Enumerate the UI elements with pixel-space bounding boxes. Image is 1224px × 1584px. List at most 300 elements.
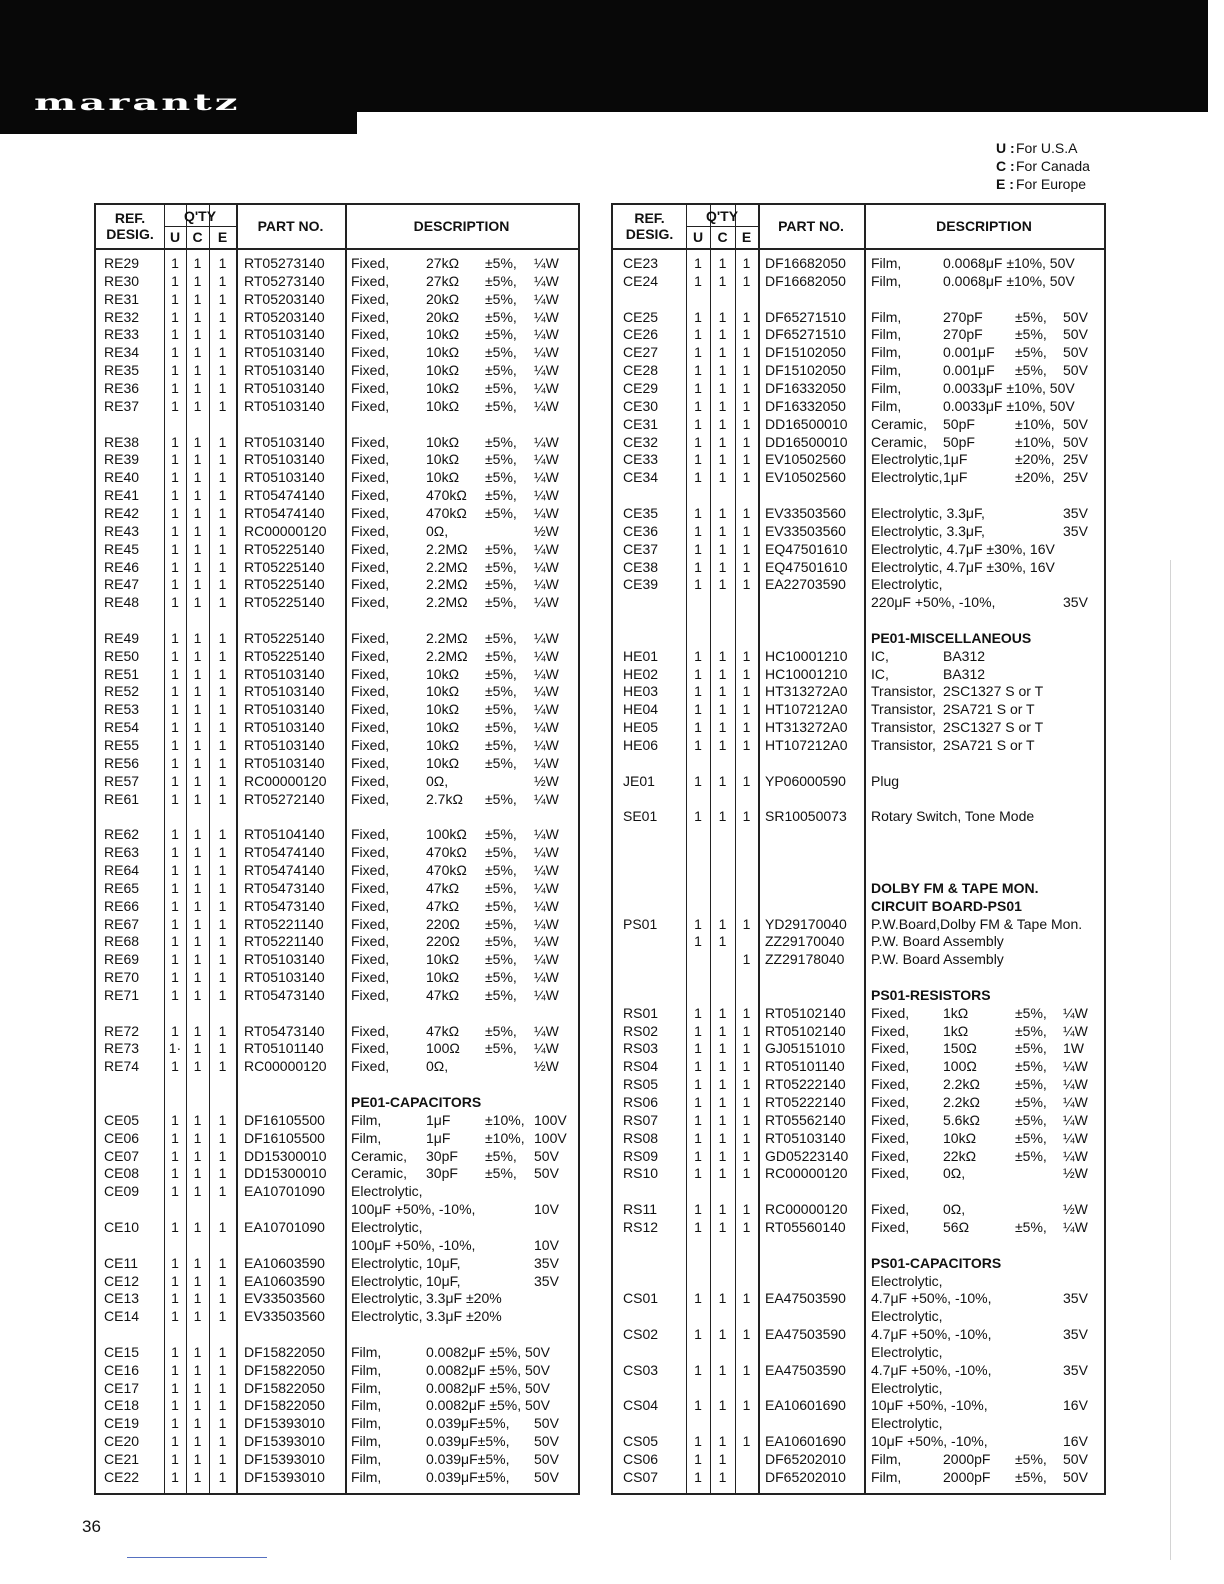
qty-c: 1 [718, 522, 727, 539]
desc-value: 22kΩ [943, 1147, 977, 1164]
qty-u: 1 [171, 933, 179, 950]
qty-e: 1 [742, 1022, 751, 1039]
desc-value: 1μF [426, 1129, 451, 1146]
ref-desig: CE33 [623, 451, 659, 468]
qty-u: 1 [171, 1379, 179, 1396]
part-no: RT05473140 [244, 1022, 325, 1039]
qty-e: 1 [742, 558, 751, 575]
part-no: RT05225140 [244, 558, 325, 575]
qty-c: 1 [718, 1004, 727, 1021]
desc-rating: 50V [534, 1468, 559, 1485]
qty-e: 1 [742, 362, 751, 379]
table-row [96, 308, 578, 326]
desc-rating: 50V [1063, 362, 1088, 379]
part-no: YP06000590 [765, 772, 846, 789]
desc-rating: ¼W [534, 719, 559, 736]
qty-e: 1 [218, 1111, 227, 1128]
ref-desig: RS12 [623, 1218, 659, 1235]
qty-u: 1 [171, 647, 179, 664]
qty-e: 1 [218, 1022, 227, 1039]
desc-tolerance: ±5%, [485, 397, 517, 414]
qty-e: 1 [218, 737, 227, 753]
col-header-description: DESCRIPTION [936, 218, 1032, 234]
desc-value: 27kΩ [426, 272, 460, 289]
desc-value: 10kΩ [426, 397, 460, 414]
table-row [613, 1164, 1104, 1182]
qty-e: 1 [218, 522, 227, 539]
col-header-ref: REF. DESIG. [625, 210, 674, 242]
qty-c: 1 [193, 933, 202, 950]
desc-rating: ¼W [534, 683, 559, 700]
ref-desig: CE35 [623, 504, 659, 521]
table-row [96, 718, 578, 736]
desc-rating: ¼W [534, 737, 559, 753]
qty-u: 1 [694, 504, 702, 521]
table-row [613, 736, 1104, 754]
desc-rating: 25V [1063, 451, 1088, 468]
qty-u: 1· [168, 1040, 182, 1057]
qty-u: 1 [171, 344, 179, 361]
part-no: DF15822050 [244, 1343, 325, 1360]
qty-u: 1 [171, 1272, 179, 1289]
part-no: ZZ29178040 [765, 951, 845, 968]
ref-desig: RE37 [104, 397, 140, 414]
qty-c: 1 [193, 951, 202, 968]
table-row [613, 647, 1104, 665]
ref-desig: CE21 [104, 1451, 140, 1467]
table-row [613, 575, 1104, 593]
table-row [613, 772, 1104, 790]
footer-rule [127, 1557, 267, 1558]
desc-rating: 50V [1063, 308, 1088, 325]
qty-c: 1 [718, 665, 727, 682]
desc-type: Fixed, [351, 701, 390, 718]
part-no: DF65202010 [765, 1451, 846, 1467]
desc-value: 2.2MΩ [426, 647, 468, 664]
desc-type: Fixed, [351, 933, 390, 950]
desc-type: Film, [871, 380, 902, 396]
table-row [613, 450, 1104, 468]
qty-u: 1 [694, 1165, 702, 1182]
ref-desig: CE07 [104, 1147, 140, 1164]
part-no: RT05103140 [244, 344, 325, 361]
qty-e: 1 [218, 1308, 227, 1325]
qty-c: 1 [193, 558, 202, 575]
qty-e: 1 [742, 1165, 751, 1182]
part-no: DF65202010 [765, 1468, 846, 1485]
ref-desig: RS03 [623, 1040, 659, 1057]
col-header-c: C [717, 229, 728, 245]
table-row [613, 1414, 1104, 1432]
desc-type: Film, [351, 1361, 382, 1378]
table-row [613, 1379, 1104, 1397]
ref-desig: RE51 [104, 665, 140, 682]
qty-c: 1 [193, 504, 202, 521]
qty-u: 1 [694, 915, 702, 932]
qty-e: 1 [218, 1397, 227, 1414]
part-no: RC00000120 [244, 772, 327, 789]
desc-type: Film, [351, 1415, 382, 1432]
qty-c: 1 [718, 1201, 727, 1218]
part-no: RT05225140 [244, 576, 325, 593]
desc-rating: 50V [1063, 326, 1088, 343]
table-row [96, 450, 578, 468]
part-no: RT05225140 [244, 594, 325, 611]
qty-e: 1 [742, 1361, 751, 1378]
qty-e: 1 [218, 362, 227, 379]
table-row [613, 343, 1104, 361]
part-no: RT05474140 [244, 504, 325, 521]
desc-tolerance: ±5%, [485, 861, 517, 878]
part-no: RT05103140 [244, 737, 325, 753]
table-row [613, 1075, 1104, 1093]
table-row [613, 540, 1104, 558]
ref-desig: CE25 [623, 308, 659, 325]
ref-desig: JE01 [623, 772, 655, 789]
ref-desig: CE24 [623, 272, 659, 289]
col-header-c: C [192, 229, 203, 245]
part-no: EV33503560 [244, 1290, 325, 1307]
desc-type: Fixed, [351, 344, 390, 361]
desc-tolerance: ±5%, [485, 1022, 517, 1039]
desc-type: Fixed, [351, 719, 390, 736]
qty-u: 1 [694, 933, 702, 950]
table-row [613, 1004, 1104, 1022]
desc-type: P.W.Board,Dolby FM & Tape Mon. [871, 915, 1083, 932]
table-row [613, 1396, 1104, 1414]
desc-tolerance: ±5%, [485, 754, 517, 771]
desc-rating: ½W [534, 1058, 559, 1075]
part-no: DF16105500 [244, 1129, 325, 1146]
desc-type: Fixed, [871, 1076, 910, 1093]
desc-tolerance: ±5%, [485, 879, 517, 896]
desc-rating: ¼W [534, 826, 559, 843]
ref-desig: HE06 [623, 737, 659, 753]
qty-u: 1 [171, 576, 179, 593]
ref-desig: CE11 [104, 1254, 138, 1271]
qty-e: 1 [218, 576, 227, 593]
qty-u: 1 [694, 558, 702, 575]
ref-desig: SE01 [623, 808, 658, 825]
qty-c: 1 [193, 1147, 202, 1164]
desc-rating: 35V [1063, 522, 1088, 539]
part-no: GJ05151010 [765, 1040, 846, 1057]
ref-desig: RE54 [104, 719, 140, 736]
desc-tolerance: ±5%, [485, 558, 517, 575]
table-row [96, 343, 578, 361]
part-no: RT05474140 [244, 861, 325, 878]
table-row [96, 1218, 578, 1236]
desc-rating: ¼W [534, 504, 559, 521]
part-no: RT05102140 [765, 1022, 846, 1039]
desc-tolerance: ±5%, [485, 362, 517, 379]
qty-c: 1 [193, 772, 202, 789]
section-heading [613, 897, 1104, 915]
section-heading [96, 1093, 578, 1111]
desc-value: 2SC1327 S or T [943, 683, 1044, 700]
part-no: DF15393010 [244, 1415, 325, 1432]
qty-c: 1 [718, 326, 727, 343]
part-no: RC00000120 [244, 1058, 327, 1075]
col-header-part-no: PART NO. [778, 218, 844, 234]
desc-value: 0.0068μF ±10%, 50V [943, 272, 1075, 289]
table-row [613, 1289, 1104, 1307]
qty-c: 1 [193, 986, 202, 1003]
qty-e: 1 [218, 897, 227, 914]
qty-u: 1 [171, 1218, 179, 1235]
part-no: RT05221140 [244, 933, 324, 950]
table-row [96, 825, 578, 843]
qty-c: 1 [193, 576, 202, 593]
qty-c: 1 [718, 1218, 727, 1235]
desc-rating: 10V [534, 1201, 559, 1218]
part-no: RT05473140 [244, 897, 325, 914]
qty-c: 1 [193, 1343, 202, 1360]
qty-e: 1 [742, 522, 751, 539]
table-row [96, 1432, 578, 1450]
desc-type: Electrolytic, [351, 1254, 423, 1271]
qty-c: 1 [193, 433, 202, 450]
qty-e: 1 [218, 290, 227, 307]
table-row [613, 558, 1104, 576]
ref-desig: RS06 [623, 1094, 659, 1110]
qty-u: 1 [171, 879, 179, 896]
qty-c: 1 [718, 1058, 727, 1075]
qty-u: 1 [171, 255, 179, 271]
qty-e: 1 [218, 255, 227, 271]
ref-desig: RE34 [104, 344, 140, 361]
ref-desig: CE37 [623, 540, 659, 557]
qty-e: 1 [742, 1058, 751, 1075]
qty-c: 1 [193, 915, 202, 932]
desc-tolerance: ±20%, [1015, 469, 1055, 486]
qty-c: 1 [718, 1076, 727, 1093]
qty-e: 1 [742, 255, 751, 271]
qty-e: 1 [218, 1451, 227, 1467]
qty-e: 1 [742, 433, 751, 450]
table-row [96, 290, 578, 308]
desc-tolerance: ±5%, [485, 469, 517, 486]
desc-value: 10kΩ [426, 326, 460, 343]
col-header-description: DESCRIPTION [413, 218, 510, 234]
desc-value: 2.2MΩ [426, 594, 468, 611]
qty-e: 1 [742, 647, 751, 664]
desc-type: Electrolytic, [351, 1218, 423, 1235]
qty-u: 1 [171, 290, 179, 307]
qty-c: 1 [193, 879, 202, 896]
qty-u: 1 [171, 522, 179, 539]
ref-desig: RE74 [104, 1058, 140, 1075]
desc-type: Fixed, [351, 362, 390, 379]
table-row [96, 1450, 578, 1468]
desc-type: Fixed, [351, 558, 390, 575]
desc-value: 10μF, [426, 1272, 461, 1289]
qty-u: 1 [171, 683, 179, 700]
qty-e: 1 [742, 1040, 751, 1057]
desc-type: Film, [871, 326, 902, 343]
desc-value: 2.2MΩ [426, 540, 468, 557]
qty-u: 1 [171, 665, 179, 682]
qty-c: 1 [193, 1397, 202, 1414]
desc-value: 470kΩ [426, 487, 467, 504]
table-row [613, 1432, 1104, 1450]
part-no: DF15393010 [244, 1468, 325, 1485]
col-header-e: E [217, 229, 228, 245]
qty-c: 1 [193, 1415, 202, 1432]
part-no: DF16105500 [244, 1111, 325, 1128]
ref-desig: RE40 [104, 469, 140, 486]
qty-u: 1 [694, 808, 702, 825]
qty-c: 1 [193, 861, 202, 878]
table-row [96, 915, 578, 933]
table-row [96, 754, 578, 772]
part-no: RT05225140 [244, 540, 325, 557]
qty-c: 1 [193, 969, 202, 985]
desc-value: 0.0033μF ±10%, 50V [943, 397, 1075, 414]
desc-rating: ½W [534, 772, 559, 789]
qty-e: 1 [742, 380, 751, 396]
ref-desig: CS04 [623, 1397, 659, 1414]
part-no: RT05103140 [244, 451, 325, 468]
desc-tolerance: ±5%, [485, 487, 517, 504]
desc-type: Transistor, [871, 719, 936, 736]
qty-c: 1 [718, 1433, 727, 1450]
desc-value: 10kΩ [426, 362, 460, 379]
table-row [613, 1361, 1104, 1379]
desc-type: Fixed, [351, 915, 390, 932]
qty-u: 1 [171, 1433, 179, 1450]
part-no: EA22703590 [765, 576, 846, 593]
desc-type: Film, [871, 397, 902, 414]
desc-type: Fixed, [871, 1111, 910, 1128]
qty-u: 1 [694, 1111, 702, 1128]
qty-c: 1 [718, 344, 727, 361]
table-row [96, 1307, 578, 1325]
ref-desig: CE18 [104, 1397, 140, 1414]
part-no: RT05474140 [244, 844, 325, 861]
desc-tolerance: ±10%, [1015, 433, 1055, 450]
desc-type: Fixed, [351, 969, 390, 985]
desc-rating: ¼W [534, 308, 559, 325]
desc-value: 470kΩ [426, 844, 467, 861]
desc-rating: ¼W [1063, 1076, 1088, 1093]
desc-tolerance: ±5%, [485, 665, 517, 682]
desc-rating: ¼W [1063, 1111, 1088, 1128]
desc-rating: 35V [1063, 1361, 1088, 1378]
part-no: YD29170040 [765, 915, 847, 932]
ref-desig: RE71 [104, 986, 140, 1003]
qty-e: 1 [218, 754, 227, 771]
ref-desig: RE49 [104, 629, 140, 646]
qty-e: 1 [218, 1290, 227, 1307]
desc-value: 0.0082μF ±5%, 50V [426, 1361, 550, 1378]
qty-e: 1 [218, 826, 227, 843]
desc-rating: 100V [534, 1129, 567, 1146]
qty-u: 1 [694, 451, 702, 468]
section-title: CIRCUIT BOARD-PS01 [871, 897, 1022, 914]
part-no: RT05474140 [244, 487, 325, 504]
qty-u: 1 [694, 1022, 702, 1039]
desc-type: Fixed, [351, 576, 390, 593]
desc-value: 47kΩ [426, 897, 460, 914]
ref-desig: RE41 [104, 487, 140, 504]
qty-e: 1 [218, 1272, 227, 1289]
part-no: DF15393010 [244, 1433, 325, 1450]
part-no: RT05103140 [244, 326, 325, 343]
desc-type: Electrolytic, 4.7μF ±30%, 16V [871, 558, 1055, 575]
table-row [96, 736, 578, 754]
desc-value: 56Ω [943, 1218, 970, 1235]
table-row [96, 1039, 578, 1057]
qty-c: 1 [193, 344, 202, 361]
ref-desig: RE30 [104, 272, 140, 289]
qty-e: 1 [218, 647, 227, 664]
qty-c: 1 [193, 665, 202, 682]
part-no: EA10603590 [244, 1272, 325, 1289]
desc-tolerance: ±5%, [485, 647, 517, 664]
part-no: EA10701090 [244, 1218, 325, 1235]
qty-c: 1 [718, 415, 727, 432]
desc-type: Fixed, [351, 683, 390, 700]
qty-c: 1 [193, 1308, 202, 1325]
desc-value: 0Ω, [426, 1058, 449, 1075]
qty-e: 1 [742, 1094, 751, 1110]
table-row [96, 379, 578, 397]
desc-rating: ¼W [1063, 1129, 1088, 1146]
table-row [613, 700, 1104, 718]
desc-value: 2.2MΩ [426, 558, 468, 575]
table-row [613, 950, 1104, 968]
part-no: EA47503590 [765, 1290, 846, 1307]
part-no: RT05225140 [244, 647, 325, 664]
ref-desig: CE30 [623, 397, 659, 414]
col-header-u: U [169, 229, 181, 245]
qty-c: 1 [718, 701, 727, 718]
ref-desig: RE45 [104, 540, 140, 557]
desc-value: 2.2MΩ [426, 576, 468, 593]
desc-tolerance: ±5%, [1015, 1451, 1047, 1467]
desc-value: 20kΩ [426, 308, 460, 325]
col-header-part-no: PART NO. [257, 218, 324, 234]
qty-u: 1 [171, 915, 179, 932]
qty-e: 1 [742, 951, 751, 968]
part-no: DF15102050 [765, 362, 846, 379]
desc-type: Fixed, [351, 1040, 390, 1057]
part-no: EV33503560 [765, 522, 846, 539]
desc-rating: ¼W [534, 969, 559, 985]
desc-rating: ¼W [534, 933, 559, 950]
qty-c: 1 [718, 1326, 727, 1342]
ref-desig: RE53 [104, 701, 140, 718]
desc-tolerance: ±5%, [1015, 1147, 1047, 1164]
qty-e: 1 [218, 451, 227, 468]
ref-desig: RE33 [104, 326, 140, 343]
qty-e: 1 [218, 915, 227, 932]
desc-tolerance: ±5%, [485, 719, 517, 736]
desc-type: Electrolytic, 3.3μF, [871, 504, 985, 521]
desc-rating: 100V [534, 1111, 567, 1128]
desc-value: BA312 [943, 665, 986, 682]
qty-u: 1 [171, 1254, 179, 1271]
desc-tolerance: ±5%, [1015, 1058, 1047, 1075]
desc-rating: ¼W [534, 451, 559, 468]
qty-c: 1 [193, 1129, 202, 1146]
desc-type: Fixed, [351, 665, 390, 682]
desc-value: 0Ω, [943, 1165, 966, 1182]
table-row [96, 575, 578, 593]
qty-u: 1 [171, 1361, 179, 1378]
desc-rating: ¼W [534, 647, 559, 664]
